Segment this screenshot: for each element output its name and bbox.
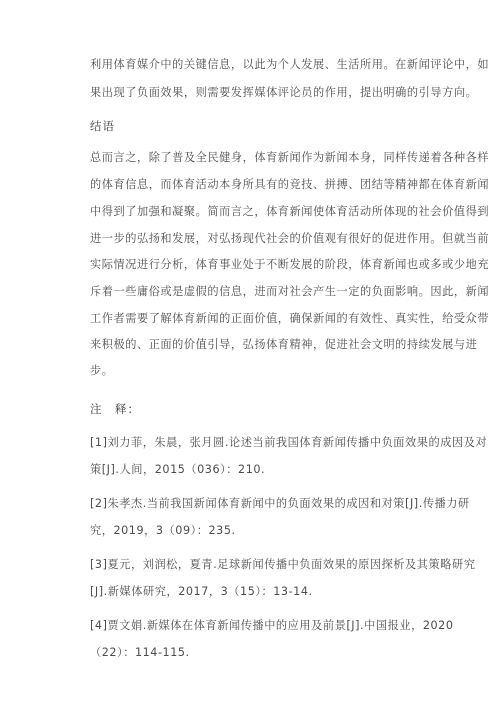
conclusion-line-8: 来积极的、正面的价值引导，弘扬体育精神，促进社会文明的持续发展与进 (90, 338, 478, 351)
intro-line-1: 利用体育媒介中的关键信息，以此为个人发展、生活所用。在新闻评论中，如 (90, 58, 490, 71)
reference-3-line-1: [3]夏元，刘润松，夏青.足球新闻传播中负面效果的原因探析及其策略研究 (90, 558, 476, 571)
conclusion-line-4: 进一步的弘扬和发展，对弘扬现代社会的价值观有很好的促进作用。但就当前 (90, 232, 490, 245)
reference-1-line-2: 策[J].人间，2015（036）：210. (90, 463, 266, 476)
intro-line-2: 果出现了负面效果，则需要发挥媒体评论员的作用，提出明确的引导方向。 (90, 86, 478, 99)
reference-3-line-2: [J].新媒体研究，2017，3（15）：13-14. (90, 585, 313, 598)
conclusion-line-3: 中得到了加强和凝聚。简而言之，体育新闻使体育活动所体现的社会价值得到 (90, 205, 490, 218)
reference-2-line-1: [2]朱孝杰.当前我国新闻体育新闻中的负面效果的成因和对策[J].传播力研 (90, 497, 470, 510)
conclusion-line-7: 工作者需要了解体育新闻的正面价值，确保新闻的有效性、真实性，给受众带 (90, 312, 490, 325)
reference-1-line-1: [1]刘力菲，朱晨，张月圆.论述当前我国体育新闻传播中负面效果的成因及对 (90, 436, 488, 449)
reference-4-line-2: （22）：114-115. (90, 646, 190, 659)
conclusion-line-5: 实际情况进行分析，体育事业处于不断发展的阶段，体育新闻也或多或少地充 (90, 258, 490, 271)
conclusion-line-9: 步。 (90, 364, 114, 377)
conclusion-line-2: 的体育信息，而体育活动本身所具有的竞技、拼搏、团结等精神都在体育新闻 (90, 178, 490, 191)
conclusion-heading: 结语 (90, 119, 115, 133)
conclusion-line-1: 总而言之，除了普及全民健身，体育新闻作为新闻本身，同样传递着各种各样 (90, 151, 490, 164)
notes-heading: 注 释： (90, 402, 140, 416)
reference-2-line-2: 究，2019，3（09）：235. (90, 524, 236, 537)
reference-4-line-1: [4]贾文娟.新媒体在体育新闻传播中的应用及前景[J].中国报业，2020 (90, 619, 454, 632)
conclusion-line-6: 斥着一些庸俗或是虚假的信息，进而对社会产生一定的负面影响。因此，新闻 (90, 285, 490, 298)
